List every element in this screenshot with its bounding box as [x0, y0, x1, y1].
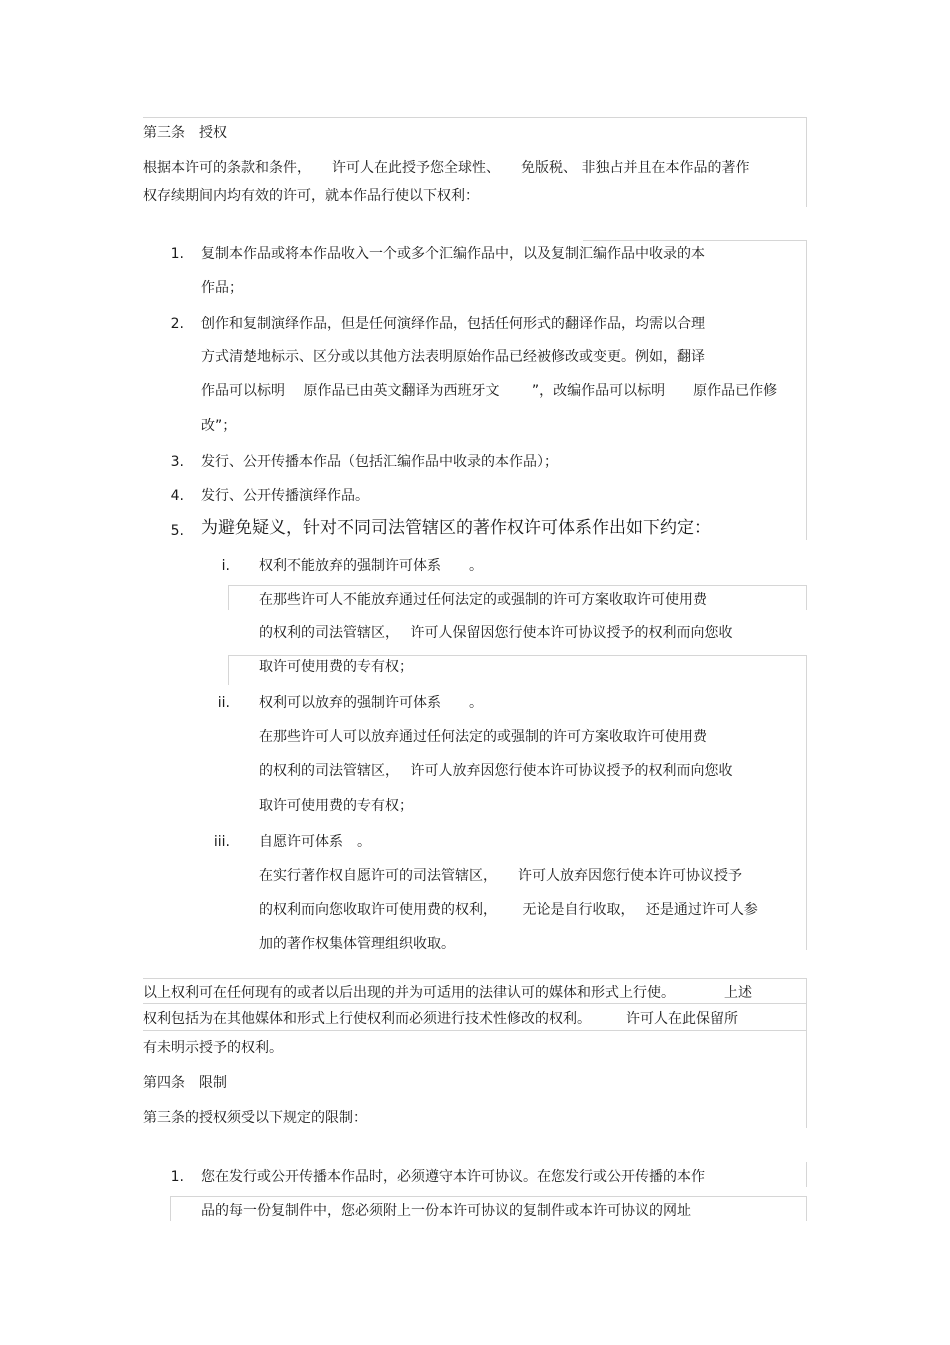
- divider-line: [143, 1030, 806, 1031]
- list-item-line: 方式清楚地标示、区分或以其他方法表明原始作品已经被修改或变更。例如，翻译: [201, 349, 705, 365]
- sublist-line: 取许可使用费的专有权；: [259, 659, 413, 675]
- divider-line: [143, 978, 806, 979]
- sublist-line: 的权利的司法管辖区， 许可人放弃因您行使本许可协议授予的权利而向您收: [259, 763, 733, 779]
- sublist-line: 的权利而向您收取许可使用费的权利， 无论是自行收取， 还是通过许可人参: [259, 902, 758, 918]
- sublist-title: 自愿许可体系 。: [259, 834, 371, 850]
- divider-line: [806, 117, 807, 207]
- divider-line: [806, 240, 807, 540]
- sublist-line: 加的著作权集体管理组织收取。: [259, 936, 455, 952]
- divider-line: [228, 585, 806, 586]
- divider-line: [170, 1196, 806, 1197]
- list-number: 1.: [170, 246, 184, 262]
- sublist-number: i.: [221, 558, 230, 574]
- list-item-line: 品的每一份复制件中，您必须附上一份本许可协议的复制件或本许可协议的网址: [201, 1203, 691, 1219]
- list-item-line: 发行、公开传播本作品（包括汇编作品中收录的本作品）；: [201, 454, 558, 470]
- divider-line: [170, 1196, 171, 1221]
- list-number: 5.: [170, 523, 184, 539]
- article4-heading: 第四条 限制: [143, 1075, 227, 1091]
- list-number: 2.: [170, 316, 184, 332]
- list-item-line: 作品；: [201, 280, 243, 296]
- divider-line: [143, 1003, 806, 1004]
- sublist-number: ii.: [217, 695, 230, 711]
- divider-line: [228, 655, 229, 685]
- sublist-line: 的权利的司法管辖区， 许可人保留因您行使本许可协议授予的权利而向您收: [259, 625, 733, 641]
- paragraph-line: 以上权利可在任何现有的或者以后出现的并为可适用的法律认可的媒体和形式上行使。 上述: [143, 985, 752, 1001]
- list-number: 4.: [170, 488, 184, 504]
- list-item-line: 您在发行或公开传播本作品时，必须遵守本许可协议。在您发行或公开传播的本作: [201, 1169, 705, 1185]
- list-item-line: 复制本作品或将本作品收入一个或多个汇编作品中，以及复制汇编作品中收录的本: [201, 246, 705, 262]
- list-item-line: 作品可以标明 原作品已由英文翻译为西班牙文 ”，改编作品可以标明 原作品已作修: [201, 383, 778, 399]
- sublist-number: iii.: [213, 834, 230, 850]
- divider-line: [228, 655, 806, 656]
- list-item-line: 创作和复制演绎作品，但是任何演绎作品，包括任何形式的翻译作品，均需以合理: [201, 316, 705, 332]
- divider-line: [228, 585, 229, 610]
- article3-heading: 第三条 授权: [143, 125, 227, 141]
- sublist-line: 在那些许可人不能放弃通过任何法定的或强制的许可方案收取许可使用费: [259, 592, 707, 608]
- paragraph-line: 有未明示授予的权利。: [143, 1040, 283, 1056]
- paragraph-line: 权利包括为在其他媒体和形式上行使权利而必须进行技术性修改的权利。 许可人在此保留所: [143, 1011, 738, 1027]
- divider-line: [583, 240, 806, 241]
- divider-line: [806, 978, 807, 1128]
- divider-line: [806, 1162, 807, 1187]
- article3-intro-line: 根据本许可的条款和条件， 许可人在此授予您全球性、 免版税、 非独占并且在本作品的著作: [143, 160, 750, 176]
- list-item-line: 改”；: [201, 418, 237, 434]
- list-number: 3.: [170, 454, 184, 470]
- sublist-line: 取许可使用费的专有权；: [259, 798, 413, 814]
- list-item-line: 为避免疑义，针对不同司法管辖区的著作权许可体系作出如下约定：: [201, 518, 711, 538]
- divider-line: [806, 585, 807, 610]
- sublist-line: 在那些许可人可以放弃通过任何法定的或强制的许可方案收取许可使用费: [259, 729, 707, 745]
- article3-intro-line: 权存续期间内均有效的许可，就本作品行使以下权利：: [143, 188, 479, 204]
- divider-line: [806, 655, 807, 950]
- divider-line: [806, 1196, 807, 1221]
- sublist-title: 权利可以放弃的强制许可体系 。: [259, 695, 483, 711]
- sublist-title: 权利不能放弃的强制许可体系 。: [259, 558, 483, 574]
- divider-line: [143, 117, 806, 118]
- article4-intro: 第三条的授权须受以下规定的限制：: [143, 1110, 367, 1126]
- list-number: 1.: [170, 1169, 184, 1185]
- list-item-line: 发行、公开传播演绎作品。: [201, 488, 369, 504]
- sublist-line: 在实行著作权自愿许可的司法管辖区， 许可人放弃因您行使本许可协议授予: [259, 868, 742, 884]
